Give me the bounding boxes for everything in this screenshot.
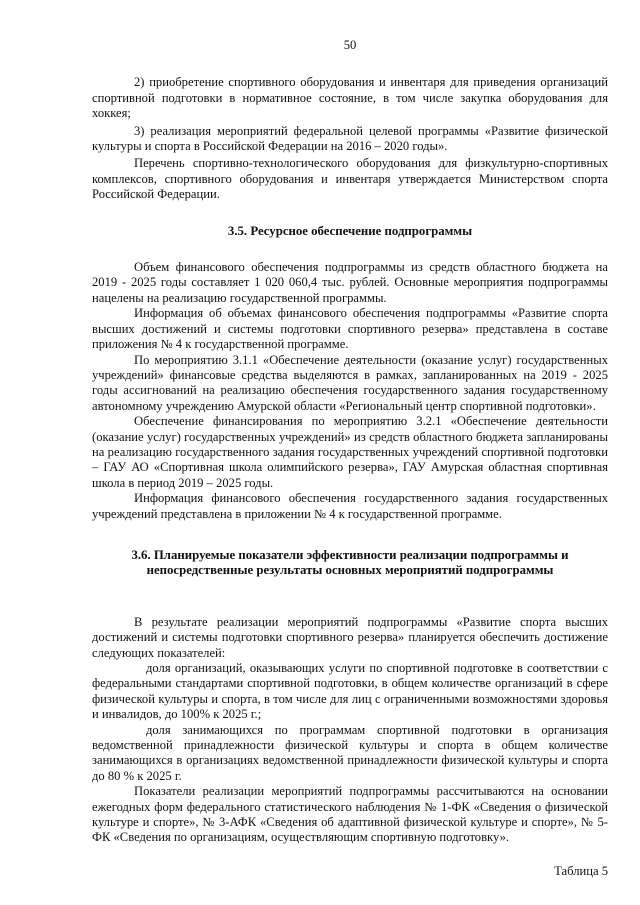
- page-number: 50: [343, 38, 357, 52]
- section-3-6-paragraph-2: доля организаций, оказывающих услуги по спортивной подготовке в соответствии с федеральными стандартами спортивной подготовки, в общем количестве организаций в сфере физической культуры и спорта, в том числе для лиц с ограниченными возможностями здоровья и инвалидов, до 100% к 2025 г.;: [92, 661, 608, 722]
- section-3-5-paragraph-4: Обеспечение финансирования по мероприятию 3.2.1 «Обеспечение деятельности (оказание услуг) государственных учреждений» из средств областного бюджета запланированы на реализацию государственного задания государственных учреждений спортивной подготовки – ГАУ АО «Спортивная школа олимпийского резерва», ГАУ Амурская областная спортивная школа в период 2019 – 2025 годы.: [92, 414, 608, 490]
- table-label: Таблица 5: [554, 863, 608, 878]
- intro-paragraph-3: Перечень спортивно-технологического оборудования для физкультурно-спортивных комплексов, спортивного оборудования и инвентаря утверждается Министерством спорта Российской Федерации.: [92, 156, 608, 202]
- intro-paragraph-1: 2) приобретение спортивного оборудования и инвентаря для приведения организаций спортивной подготовки в нормативное состояние, в том числе закупка оборудования для хоккея;: [92, 75, 608, 121]
- intro-paragraph-2: 3) реализация мероприятий федеральной целевой программы «Развитие физической культуры и спорта в Российской Федерации на 2016 – 2020 годы».: [92, 123, 608, 154]
- section-3-6-paragraph-1: В результате реализации мероприятий подпрограммы «Развитие спорта высших достижений и системы подготовки спортивного резерва» планируется обеспечить достижение следующих показателей:: [92, 614, 608, 660]
- section-3-5-paragraph-3: По мероприятию 3.1.1 «Обеспечение деятельности (оказание услуг) государственных учреждений» финансовые средства выделяются в рамках, запланированных на 2019 - 2025 годы ассигнований на реализацию обеспечения государственного задания государственному автономному учреждению Амурской области «Региональный центр спортивной подготовки».: [92, 352, 608, 413]
- section-3-6-paragraph-4: Показатели реализации мероприятий подпрограммы рассчитываются на основании ежегодных форм федерального статистического наблюдения № 1-ФК «Сведения о физической культуре и спорте», № 3-АФК «Сведения об адаптивной физической культуре и спорте», № 5-ФК «Сведения по организациям, осуществляющим спортивную подготовку».: [92, 784, 608, 845]
- section-3-5-paragraph-5: Информация финансового обеспечения государственного задания государственных учреждений представлена в приложении № 4 к государственной программе.: [92, 491, 608, 521]
- section-3-5-paragraph-1: Объем финансового обеспечения подпрограммы из средств областного бюджета на 2019 - 2025 годы составляет 1 020 060,4 тыс. рублей. Основные мероприятия подпрограммы нацелены на реализацию государственной программы.: [92, 260, 608, 305]
- section-3-5-paragraph-2: Информация об объемах финансового обеспечения подпрограммы «Развитие спорта высших достижений и системы подготовки спортивного резерва» представлена в составе приложения № 4 к государственной программе.: [92, 306, 608, 352]
- section-3-5-heading: 3.5. Ресурсное обеспечение подпрограммы: [227, 223, 473, 238]
- section-3-6-paragraph-3: доля занимающихся по программам спортивной подготовки в организация ведомственной принадлежности физической культуры и спорта в общем количестве занимающихся в организациях ведомственной принадлежности физической культуры и спорта до 80 % к 2025 г.: [92, 722, 608, 783]
- section-3-6-heading: 3.6. Планируемые показатели эффективности реализации подпрограммы и непосредственные результаты основных мероприятий подпрограммы: [131, 547, 569, 578]
